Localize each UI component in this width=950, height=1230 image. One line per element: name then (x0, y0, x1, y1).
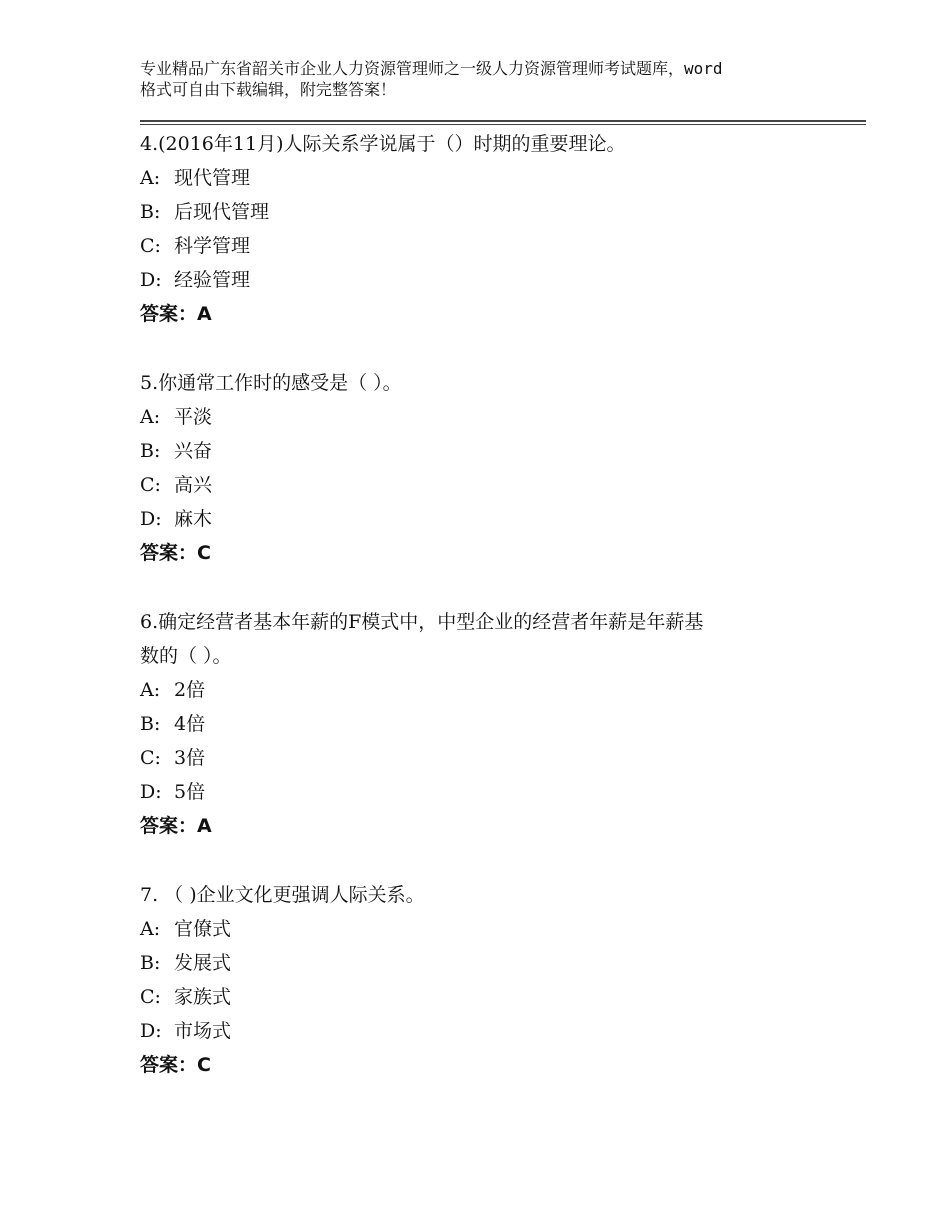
answer-line: 答案：C (140, 542, 211, 564)
option-letter: D: (140, 1020, 162, 1042)
option-letter: D: (140, 269, 162, 291)
option-a (140, 161, 840, 195)
option-letter: B: (140, 440, 161, 462)
option-text: 兴奋 (174, 440, 213, 462)
answer-line: 答案：C (140, 1054, 211, 1076)
option-letter: A: (140, 679, 161, 701)
option-c (140, 229, 840, 263)
divider-thick-line (140, 120, 866, 122)
option-a (140, 400, 840, 434)
option-text: 市场式 (174, 1020, 232, 1042)
divider-thin-line (140, 124, 866, 125)
option-b (140, 434, 840, 468)
option-c (140, 980, 840, 1014)
option-letter: A: (140, 406, 161, 428)
option-letter: D: (140, 781, 162, 803)
header-divider (140, 120, 866, 125)
option-letter: C: (140, 474, 161, 496)
question-6 (140, 605, 840, 843)
option-letter: C: (140, 747, 161, 769)
option-text: 科学管理 (174, 235, 251, 257)
option-text: 现代管理 (174, 167, 251, 189)
option-letter: A: (140, 167, 161, 189)
option-b (140, 707, 840, 741)
option-text: 5倍 (174, 781, 206, 803)
question-stem: 6.确定经营者基本年薪的F模式中，中型企业的经营者年薪是年薪基 (140, 611, 704, 633)
option-d (140, 1014, 840, 1048)
option-text: 平淡 (174, 406, 213, 428)
option-letter: D: (140, 508, 162, 530)
option-text: 后现代管理 (174, 201, 270, 223)
question-5 (140, 366, 840, 570)
answer-line: 答案：A (140, 815, 212, 837)
option-text: 2倍 (174, 679, 206, 701)
option-letter: A: (140, 918, 161, 940)
option-a (140, 912, 840, 946)
option-c (140, 468, 840, 502)
question-stem: 5.你通常工作时的感受是（ ）。 (140, 372, 402, 394)
option-text: 发展式 (174, 952, 232, 974)
option-a (140, 673, 840, 707)
option-b (140, 946, 840, 980)
document-header (140, 58, 840, 100)
question-4 (140, 127, 840, 331)
option-text: 高兴 (174, 474, 213, 496)
question-stem-continued: 数的（ ）。 (140, 645, 232, 667)
option-letter: C: (140, 986, 161, 1008)
question-7 (140, 878, 840, 1082)
option-text: 经验管理 (174, 269, 251, 291)
option-letter: B: (140, 952, 161, 974)
option-d (140, 775, 840, 809)
option-text: 麻木 (174, 508, 213, 530)
option-letter: B: (140, 201, 161, 223)
option-letter: B: (140, 713, 161, 735)
question-stem: 4.(2016年11月)人际关系学说属于（）时期的重要理论。 (140, 133, 626, 155)
option-d (140, 502, 840, 536)
option-text: 3倍 (174, 747, 206, 769)
option-d (140, 263, 840, 297)
header-line-2: 格式可自由下载编辑，附完整答案！ (140, 80, 397, 99)
question-stem: 7. （ )企业文化更强调人际关系。 (140, 884, 425, 906)
option-text: 家族式 (174, 986, 232, 1008)
option-text: 4倍 (174, 713, 206, 735)
option-text: 官僚式 (174, 918, 232, 940)
header-line-1: 专业精品广东省韶关市企业人力资源管理师之一级人力资源管理师考试题库，word (140, 59, 723, 78)
answer-line: 答案：A (140, 303, 212, 325)
option-c (140, 741, 840, 775)
option-letter: C: (140, 235, 161, 257)
option-b (140, 195, 840, 229)
